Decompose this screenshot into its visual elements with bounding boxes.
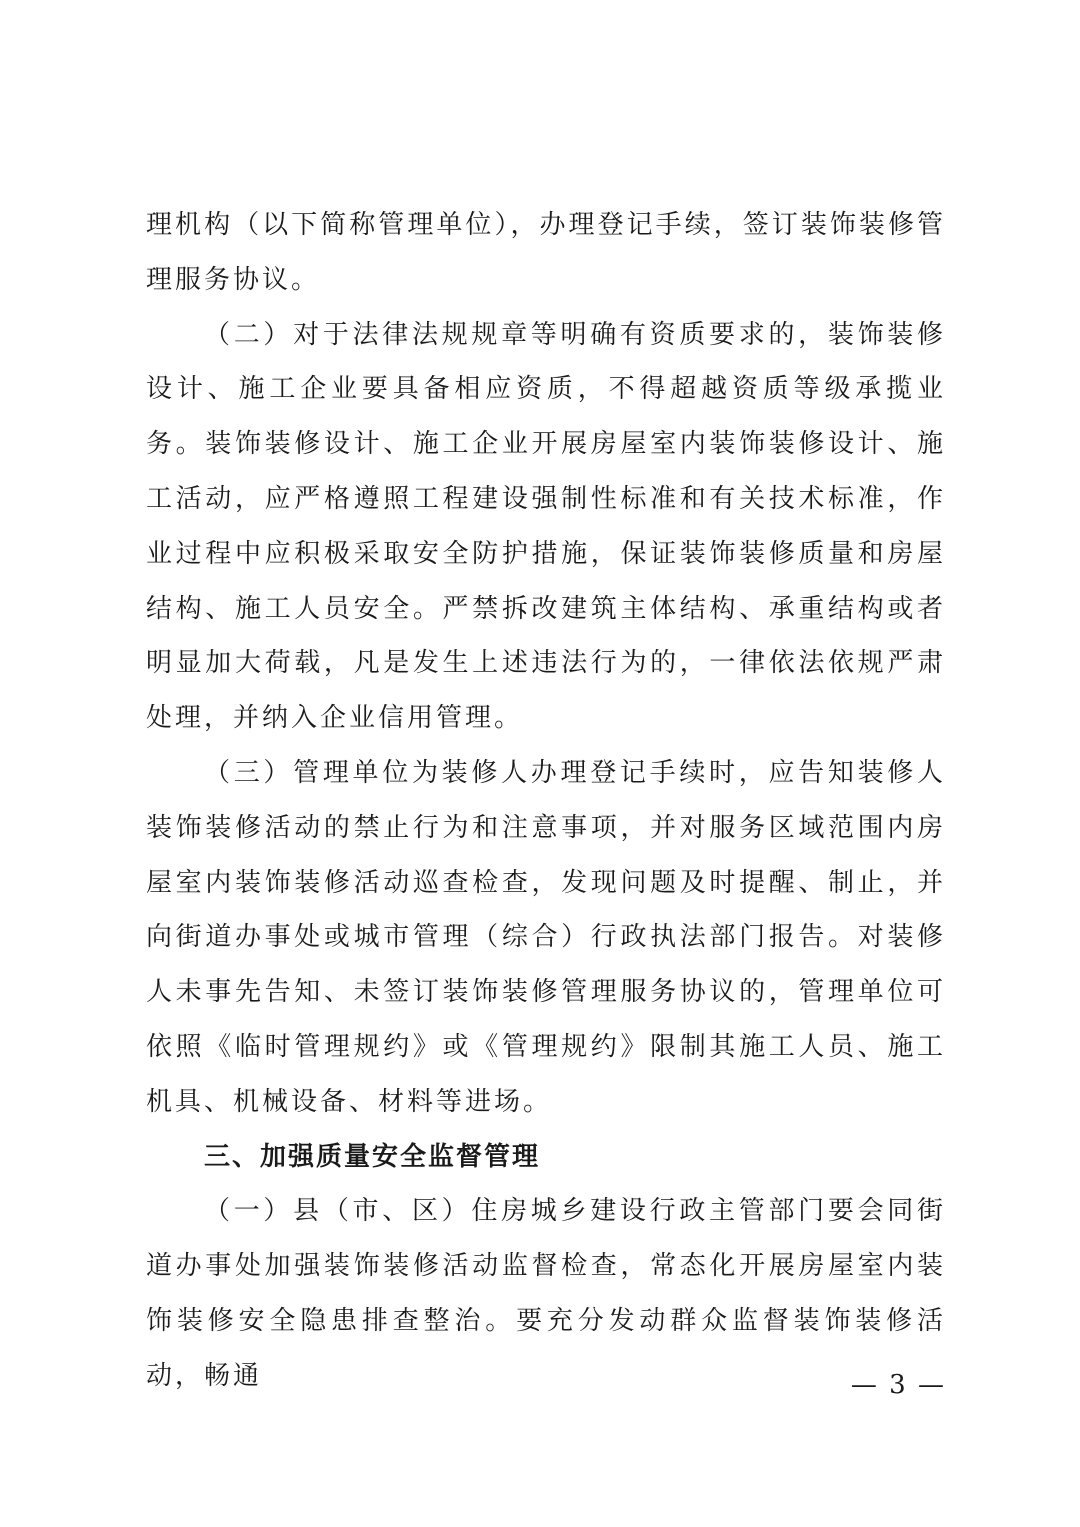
paragraph-item-2: （二）对于法律法规规章等明确有资质要求的，装饰装修设计、施工企业要具备相应资质，不得超越资质等级承揽业务。装饰装修设计、施工企业开展房屋室内装饰装修设计、施工活动，应严格遵照工程建设强制性标准和有关技术标准，作业过程中应积极采取安全防护措施，保证装饰装修质量和房屋结构、施工人员安全。严禁拆改建筑主体结构、承重结构或者明显加大荷载，凡是发生上述违法行为的，一律依法依规严肃处理，并纳入企业信用管理。 (146, 319, 946, 734)
paragraph-continuation: 理机构（以下简称管理单位），办理登记手续，签订装饰装修管理服务协议。 (146, 210, 946, 295)
paragraph-item-1: （一）县（市、区）住房城乡建设行政主管部门要会同街道办事处加强装饰装修活动监督检查，常态化开展房屋室内装饰装修安全隐患排查整治。要充分发动群众监督装饰装修活动，畅通 (146, 1196, 946, 1391)
page-number: — 3 — (850, 1370, 946, 1400)
document-body (146, 198, 946, 1404)
section-heading: 三、加强质量安全监督管理 (204, 1141, 541, 1172)
paragraph-item-3: （三）管理单位为装修人办理登记手续时，应告知装修人装饰装修活动的禁止行为和注意事项，并对服务区域范围内房屋室内装饰装修活动巡查检查，发现问题及时提醒、制止，并向街道办事处或城市管理（综合）行政执法部门报告。对装修人未事先告知、未签订装饰装修管理服务协议的，管理单位可依照《临时管理规约》或《管理规约》限制其施工人员、施工机具、机械设备、材料等进场。 (146, 757, 946, 1117)
